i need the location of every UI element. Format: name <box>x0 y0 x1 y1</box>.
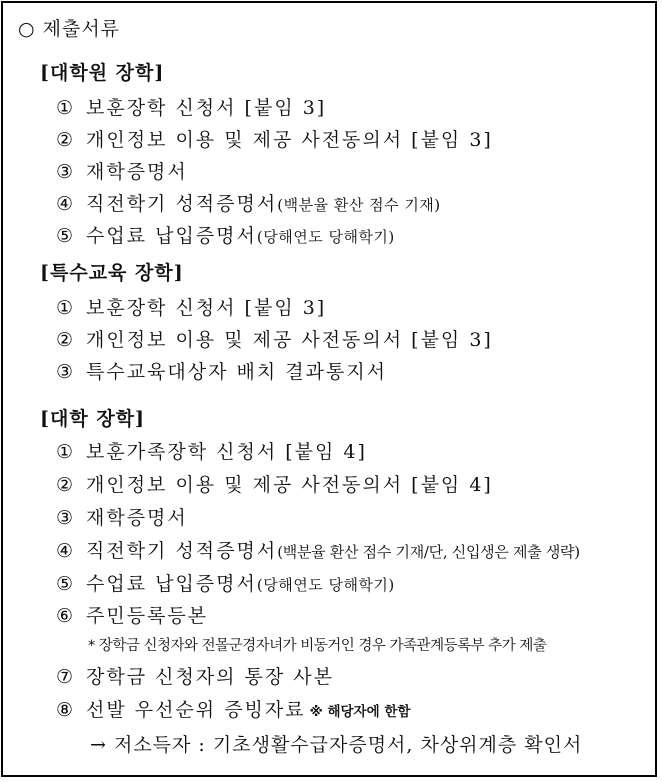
item-number: ② <box>56 129 76 151</box>
item-number: ② <box>56 329 76 351</box>
item-text: 보훈장학 신청서 [붙임 3] <box>86 97 327 119</box>
item-text: 개인정보 이용 및 제공 사전동의서 [붙임 4] <box>86 474 493 496</box>
item-number: ⑥ <box>56 605 76 627</box>
list-item <box>56 357 387 384</box>
list-item <box>56 221 395 248</box>
item-text: 장학금 신청자의 통장 사본 <box>86 666 335 688</box>
item-number: ① <box>56 441 76 463</box>
item-text: 보훈가족장학 신청서 [붙임 4] <box>86 441 367 463</box>
item-note: (당해연도 당해학기) <box>256 228 395 246</box>
item-text: 주민등록등본 <box>86 605 209 627</box>
item-number: ⑤ <box>56 225 76 247</box>
item-text: 개인정보 이용 및 제공 사전동의서 [붙임 3] <box>86 129 493 151</box>
item-number: ③ <box>56 361 76 383</box>
list-item <box>56 662 334 689</box>
item-text: 직전학기 성적증명서 <box>86 193 278 215</box>
item-number: ③ <box>56 161 76 183</box>
item-text: 개인정보 이용 및 제공 사전동의서 [붙임 3] <box>86 329 493 351</box>
section-heading-graduate: [대학원 장학] <box>40 62 165 84</box>
item-text: 직전학기 성적증명서 <box>86 540 278 562</box>
item-number: ⑧ <box>56 699 76 721</box>
item-note: (당해연도 당해학기) <box>256 576 395 594</box>
item-note: (백분율 환산 점수 기재/단, 신입생은 제출 생략) <box>277 543 580 561</box>
list-item <box>56 189 441 216</box>
list-item <box>56 293 326 320</box>
list-item <box>56 569 395 596</box>
item-text: 재학증명서 <box>86 507 188 529</box>
item-text: 보훈장학 신청서 [붙임 3] <box>86 297 327 319</box>
list-item <box>56 325 493 352</box>
family-register-note: * 장학금 신청자와 전몰군경자녀가 비동거인 경우 가족관계등록부 추가 제출 <box>88 638 547 654</box>
item-number: ② <box>56 474 76 496</box>
item-number: ① <box>56 297 76 319</box>
section-heading-university: [대학 장학] <box>40 408 146 430</box>
item-number: ① <box>56 97 76 119</box>
item-text: 수업료 납입증명서 <box>86 573 257 595</box>
low-income-sub-note: → 저소득자 : 기초생활수급자증명서, 차상위계층 확인서 <box>90 734 583 756</box>
list-item <box>56 536 580 563</box>
list-item <box>56 437 367 464</box>
item-number: ⑦ <box>56 666 76 688</box>
section-heading-special-education: [특수교육 장학] <box>40 262 184 284</box>
item-text: 특수교육대상자 배치 결과통지서 <box>86 361 388 383</box>
item-number: ③ <box>56 507 76 529</box>
list-item <box>56 125 493 152</box>
list-item <box>56 503 188 530</box>
list-item <box>56 470 493 497</box>
item-number: ④ <box>56 540 76 562</box>
item-note: (백분율 환산 점수 기재) <box>277 196 441 214</box>
item-number: ⑤ <box>56 573 76 595</box>
applicable-only-note: ※ 해당자에 한함 <box>309 704 411 720</box>
list-item <box>56 601 208 628</box>
page-title: ○ 제출서류 <box>18 18 121 40</box>
item-text: 재학증명서 <box>86 161 188 183</box>
item-text: 수업료 납입증명서 <box>86 225 257 247</box>
item-number: ④ <box>56 193 76 215</box>
list-item <box>56 93 326 120</box>
list-item <box>56 695 410 722</box>
item-text: 선발 우선순위 증빙자료 <box>86 699 306 721</box>
list-item <box>56 157 188 184</box>
